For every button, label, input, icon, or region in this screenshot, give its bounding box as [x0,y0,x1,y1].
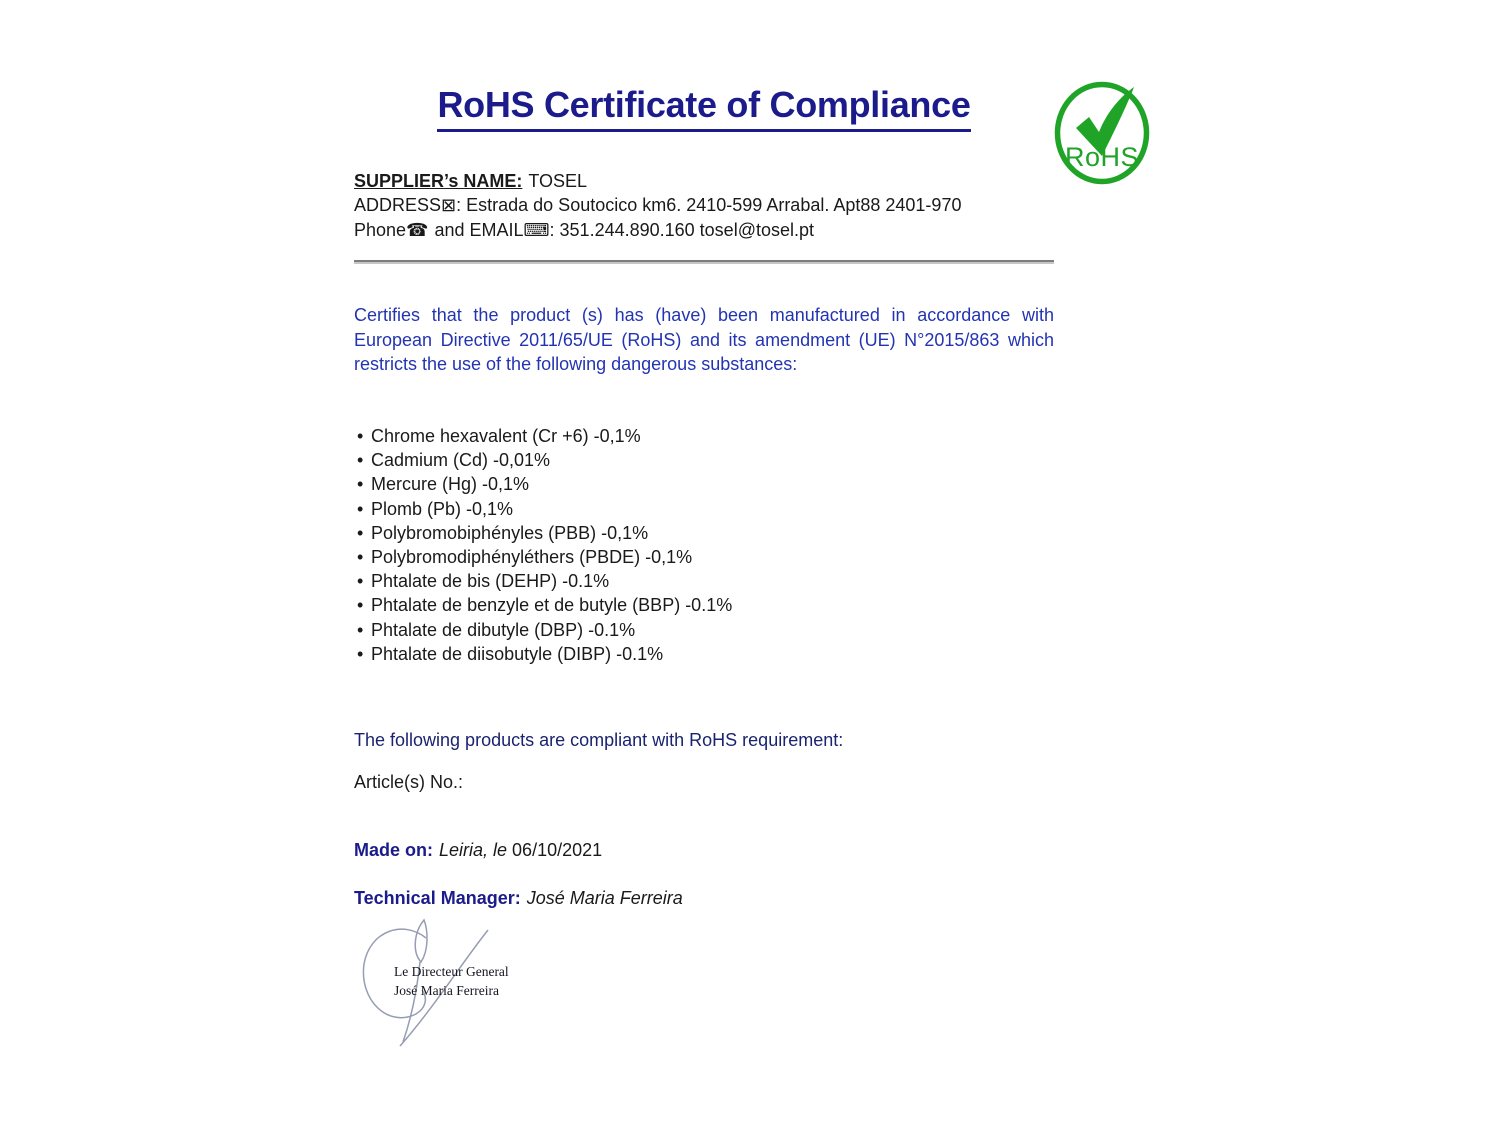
contact-value: : 351.244.890.160 tosel@tosel.pt [549,220,814,240]
signature-caption [394,962,509,1000]
signature [356,916,516,1061]
phone-label: Phone [354,220,407,240]
substance-item: • Chrome hexavalent (Cr +6) -0,1% [354,424,1054,448]
technical-manager-value: José Maria Ferreira [526,888,683,908]
substance-item: • Plomb (Pb) -0,1% [354,497,1054,521]
rohs-logo-text: RoHS [1064,142,1140,172]
page-title-text: RoHS Certificate of Compliance [437,84,970,132]
computer-icon: ⌨ [523,220,550,241]
substance-item: • Phtalate de bis (DEHP) -0.1% [354,569,1054,593]
substance-item: • Phtalate de benzyle et de butyle (BBP) -0.1% [354,593,1054,617]
supplier-address-line [354,193,1054,218]
supplier-name-label: SUPPLIER’s NAME: [354,171,523,191]
substance-item: • Cadmium (Cd) -0,01% [354,448,1054,472]
signature-line2: José Maria Ferreira [394,983,499,998]
email-label: and EMAIL [434,220,524,240]
substance-item: • Polybromodiphényléthers (PBDE) -0,1% [354,545,1054,569]
technical-manager-label: Technical Manager: [354,888,521,908]
supplier-name-value: TOSEL [528,171,588,191]
signature-line1: Le Directeur General [394,964,509,979]
supplier-block [354,169,1054,243]
substance-item: • Polybromobiphényles (PBB) -0,1% [354,521,1054,545]
address-label: ADDRESS [354,195,442,215]
document-page [354,0,1054,1125]
address-value: : Estrada do Soutocico km6. 2410-599 Arrabal. Apt88 2401-970 [456,195,962,215]
technical-manager-line [354,888,683,909]
made-on-place: Leiria, le [439,840,508,860]
certification-statement: Certifies that the product (s) has (have) been manufactured in accordance with European Directive 2011/65/UE (RoHS) and its amendment (UE) N°2015/863 which restricts the use of the following dangerous substances: [354,305,1054,374]
substance-item: • Mercure (Hg) -0,1% [354,472,1054,496]
article-number-line: Article(s) No.: [354,772,464,792]
divider [354,260,1054,264]
compliance-statement: The following products are compliant with RoHS requirement: [354,730,844,750]
substance-item: • Phtalate de dibutyle (DBP) -0.1% [354,618,1054,642]
phone-icon: ☎ [406,220,429,241]
made-on-date: 06/10/2021 [512,840,603,860]
rohs-logo-graphic [1052,80,1152,186]
envelope-icon: ⊠ [441,195,457,216]
page-title [354,84,1054,132]
made-on-label: Made on: [354,840,433,860]
supplier-name-line [354,169,1054,193]
substances-list [354,424,1054,666]
rohs-logo [1052,80,1152,186]
made-on-line [354,840,602,861]
substance-item: • Phtalate de diisobutyle (DIBP) -0.1% [354,642,1054,666]
supplier-contact-line [354,218,1054,243]
